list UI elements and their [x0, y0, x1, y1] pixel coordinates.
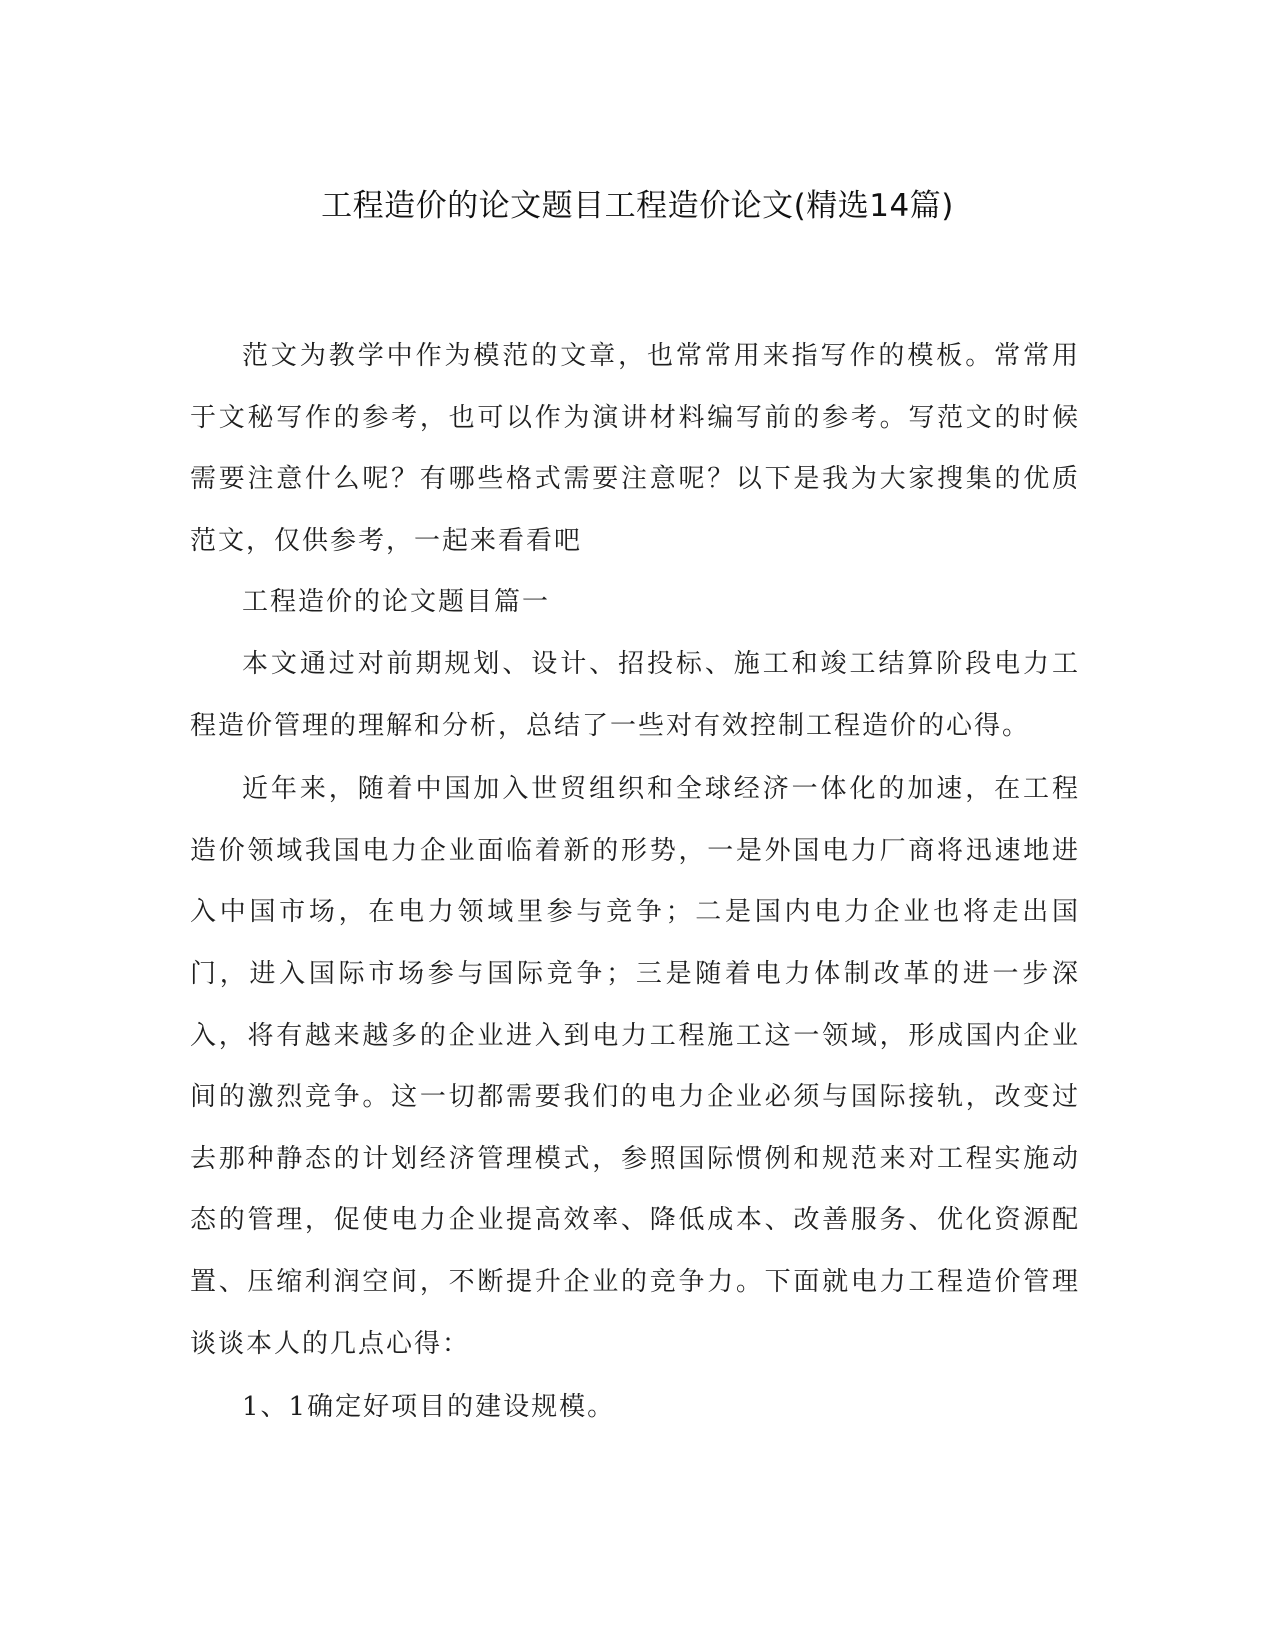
body-paragraph: 近年来，随着中国加入世贸组织和全球经济一体化的加速，在工程造价领域我国电力企业面临着新的形势，一是外国电力厂商将迅速地进入中国市场，在电力领域里参与竞争；二是国内电力企业也将走出国门，进入国际市场参与国际竞争；三是随着电力体制改革的进一步深入，将有越来越多的企业进入到电力工程施工这一领域，形成国内企业间的激烈竞争。这一切都需要我们的电力企业必须与国际接轨，改变过去那种静态的计划经济管理模式，参照国际惯例和规范来对工程实施动态的管理，促使电力企业提高效率、降低成本、改善服务、优化资源配置、压缩利润空间，不断提升企业的竞争力。下面就电力工程造价管理谈谈本人的几点心得：	[190, 774, 1080, 1359]
intro-paragraph: 范文为教学中作为模范的文章，也常常用来指写作的模板。常常用于文秘写作的参考，也可以作为演讲材料编写前的参考。写范文的时候需要注意什么呢？有哪些格式需要注意呢？以下是我为大家搜集的优质范文，仅供参考，一起来看看吧	[190, 341, 1080, 556]
document-body	[190, 326, 1080, 1439]
list-item: 1、1确定好项目的建设规模。	[242, 1392, 616, 1423]
document-title: 工程造价的论文题目工程造价论文(精选14篇)	[321, 188, 954, 224]
abstract-paragraph: 本文通过对前期规划、设计、招投标、施工和竣工结算阶段电力工程造价管理的理解和分析，总结了一些对有效控制工程造价的心得。	[190, 648, 1080, 741]
section-heading: 工程造价的论文题目篇一	[242, 587, 551, 618]
